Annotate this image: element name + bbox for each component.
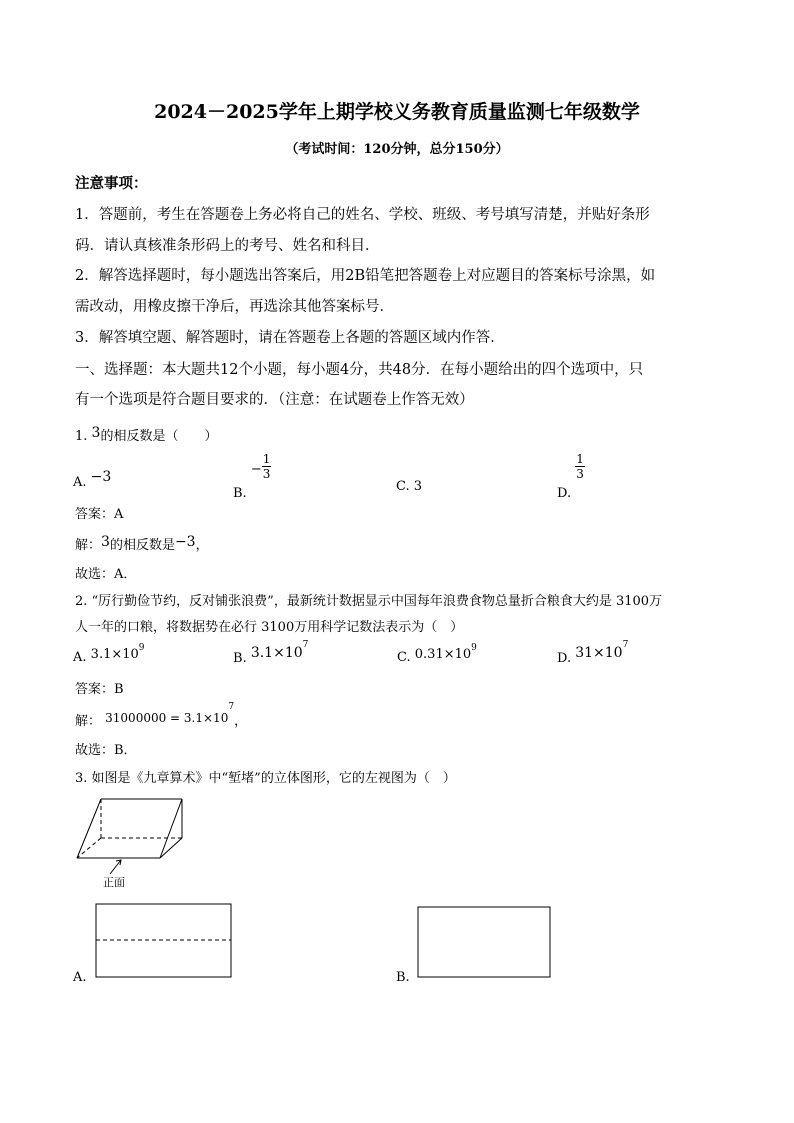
q1-option-b bbox=[233, 452, 271, 501]
notice-item-2-line-1: 2．解答选择题时，每小题选出答案后，用2B铅笔把答题卷上对应题目的答案标号涂黑，如 bbox=[75, 268, 656, 284]
q2-option-c-base: 0.31×10 bbox=[414, 647, 472, 662]
q1-solution-value-a: 3 bbox=[101, 534, 110, 550]
q1-option-d bbox=[557, 452, 585, 501]
q2-option-d-exponent: 7 bbox=[622, 640, 629, 650]
section-heading-line-2: 有一个选项是符合题目要求的．（注意：在试题卷上作答无效） bbox=[75, 392, 474, 408]
notice-heading: 注意事项： bbox=[75, 175, 148, 192]
notice-item-2-line-2: 需改动，用橡皮擦干净后，再选涂其他答案标号． bbox=[75, 299, 394, 315]
front-label: 正面 bbox=[103, 876, 125, 889]
q2-option-c bbox=[397, 643, 477, 665]
question-2-line-2: 人一年的口粮，将数据势在必行 3100万用科学记数法表示为（ ） bbox=[75, 620, 464, 635]
q2-option-c-label: C. bbox=[397, 650, 411, 665]
question-1-number: 1. bbox=[75, 429, 88, 444]
q2-option-d bbox=[557, 640, 629, 666]
q3-option-b-figure bbox=[417, 906, 552, 979]
section-heading-line-1: 一、选择题：本大题共12个小题，每小题4分，共48分．在每小题给出的四个选项中，只 bbox=[75, 362, 644, 378]
q1-option-d-denominator: 3 bbox=[576, 467, 584, 481]
q1-solution bbox=[75, 534, 209, 553]
q2-option-b-label: B. bbox=[233, 651, 247, 666]
q1-option-b-label: B. bbox=[233, 486, 247, 501]
question-1 bbox=[75, 425, 217, 444]
q1-solution-end: ， bbox=[195, 538, 209, 553]
q1-solution-text: 的相反数是 bbox=[109, 538, 175, 553]
q1-option-b-denominator: 3 bbox=[262, 467, 271, 481]
q1-solution-value-b: −3 bbox=[174, 534, 196, 550]
question-1-value: 3 bbox=[91, 425, 101, 441]
notice-item-1-line-2: 码．请认真核准条形码上的考号、姓名和科目． bbox=[75, 238, 380, 254]
prism-figure bbox=[70, 792, 200, 897]
q2-solution-exponent: 7 bbox=[228, 702, 235, 712]
q1-choose: 故选：A． bbox=[75, 567, 137, 582]
q2-answer: 答案：B bbox=[75, 682, 124, 697]
q2-option-d-label: D. bbox=[557, 651, 572, 666]
q1-option-a bbox=[73, 469, 112, 490]
page-subtitle: （考试时间：120分钟，总分150分） bbox=[285, 142, 509, 157]
q2-option-d-base: 31×10 bbox=[575, 645, 623, 661]
q1-option-d-label: D. bbox=[557, 486, 572, 501]
q1-option-b-fraction bbox=[262, 452, 272, 481]
q1-solution-prefix: 解： bbox=[75, 538, 102, 553]
q1-option-d-numerator: 1 bbox=[576, 452, 584, 466]
q2-option-c-exponent: 9 bbox=[471, 643, 477, 653]
q3-option-b-label: B. bbox=[396, 970, 410, 985]
q2-option-b-exponent: 7 bbox=[302, 640, 309, 650]
question-1-text: 的相反数是（ ） bbox=[100, 429, 218, 444]
q1-answer: 答案：A bbox=[75, 507, 124, 522]
q2-solution-equation: 31000000 = 3.1×10 bbox=[105, 711, 229, 725]
q2-option-a-base: 3.1×10 bbox=[90, 647, 139, 662]
q3-option-a-label: A. bbox=[73, 970, 87, 985]
q2-solution-prefix: 解： bbox=[75, 714, 102, 729]
q2-option-b bbox=[233, 640, 309, 666]
question-2-line-1: 2. “厉行勤俭节约，反对铺张浪费”，最新统计数据显示中国每年浪费食物总量折合粮食大约是 3100万 bbox=[75, 594, 663, 609]
q1-option-b-numerator: 1 bbox=[262, 452, 271, 466]
q2-option-a bbox=[73, 643, 145, 665]
question-3: 3. 如图是《九章算术》中“堑堵”的立体图形，它的左视图为（ ） bbox=[75, 771, 456, 786]
q2-solution bbox=[75, 702, 248, 729]
q2-option-a-exponent: 9 bbox=[138, 643, 145, 653]
q2-choose: 故选：B． bbox=[75, 743, 137, 758]
q1-option-a-value: −3 bbox=[90, 469, 112, 485]
q1-option-d-fraction bbox=[575, 452, 585, 481]
q3-option-a-figure bbox=[95, 903, 233, 979]
q1-option-a-label: A. bbox=[73, 475, 87, 490]
q1-option-c: C. 3 bbox=[396, 479, 423, 494]
q1-option-b-sign: − bbox=[250, 462, 262, 477]
q2-option-b-base: 3.1×10 bbox=[250, 645, 303, 661]
notice-item-3: 3．解答填空题、解答题时，请在答题卷上各题的答题区域内作答． bbox=[75, 330, 505, 346]
page-title: 2024－2025学年上期学校义务教育质量监测七年级数学 bbox=[154, 101, 640, 123]
q2-solution-end: ， bbox=[234, 714, 248, 729]
notice-item-1-line-1: 1．答题前，考生在答题卷上务必将自己的姓名、学校、班级、考号填写清楚，并贴好条形 bbox=[75, 207, 650, 223]
q2-option-a-label: A. bbox=[73, 650, 87, 665]
